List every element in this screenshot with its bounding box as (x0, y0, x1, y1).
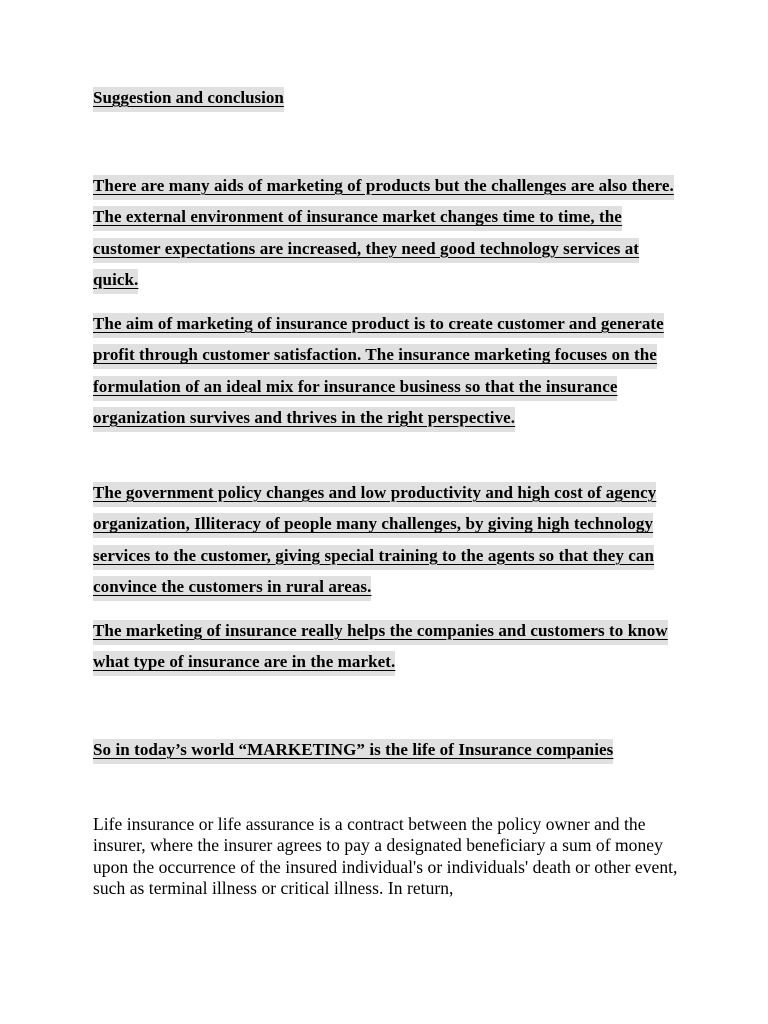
paragraph-text: There are many aids of marketing of products but the challenges are also there. The external environment of insurance market changes time to time, the customer expectations are increased, they need good technology services at quick. (93, 175, 674, 294)
section-heading-text: Suggestion and conclusion (93, 87, 284, 112)
paragraph-government-policy (93, 477, 683, 602)
paragraph-challenges (93, 170, 683, 295)
paragraph-text: So in today’s world “MARKETING” is the life of Insurance companies (93, 739, 613, 764)
section-heading (93, 86, 683, 110)
body-text-life-insurance: Life insurance or life assurance is a contract between the policy owner and the insurer, where the insurer agrees to pay a designated beneficiary a sum of money upon the occurrence of the insured individual's or individuals' death or other event, such as terminal illness or critical illness. In return, (93, 814, 678, 898)
paragraph-text: The aim of marketing of insurance product is to create customer and generate profit through customer satisfaction. The insurance marketing focuses on the formulation of an ideal mix for insurance business so that the insurance organization survives and thrives in the right perspective. (93, 313, 664, 432)
paragraph-conclusion-statement (93, 734, 683, 765)
paragraph-text: The marketing of insurance really helps the companies and customers to know what type of insurance are in the market. (93, 620, 668, 676)
paragraph-aim (93, 308, 683, 433)
paragraph-text: The government policy changes and low productivity and high cost of agency organization, Illiteracy of people many challenges, by giving high technology services to the customer, giving special training to the agents so that they can convince the customers in rural areas. (93, 482, 656, 601)
paragraph-marketing-helps (93, 615, 683, 678)
